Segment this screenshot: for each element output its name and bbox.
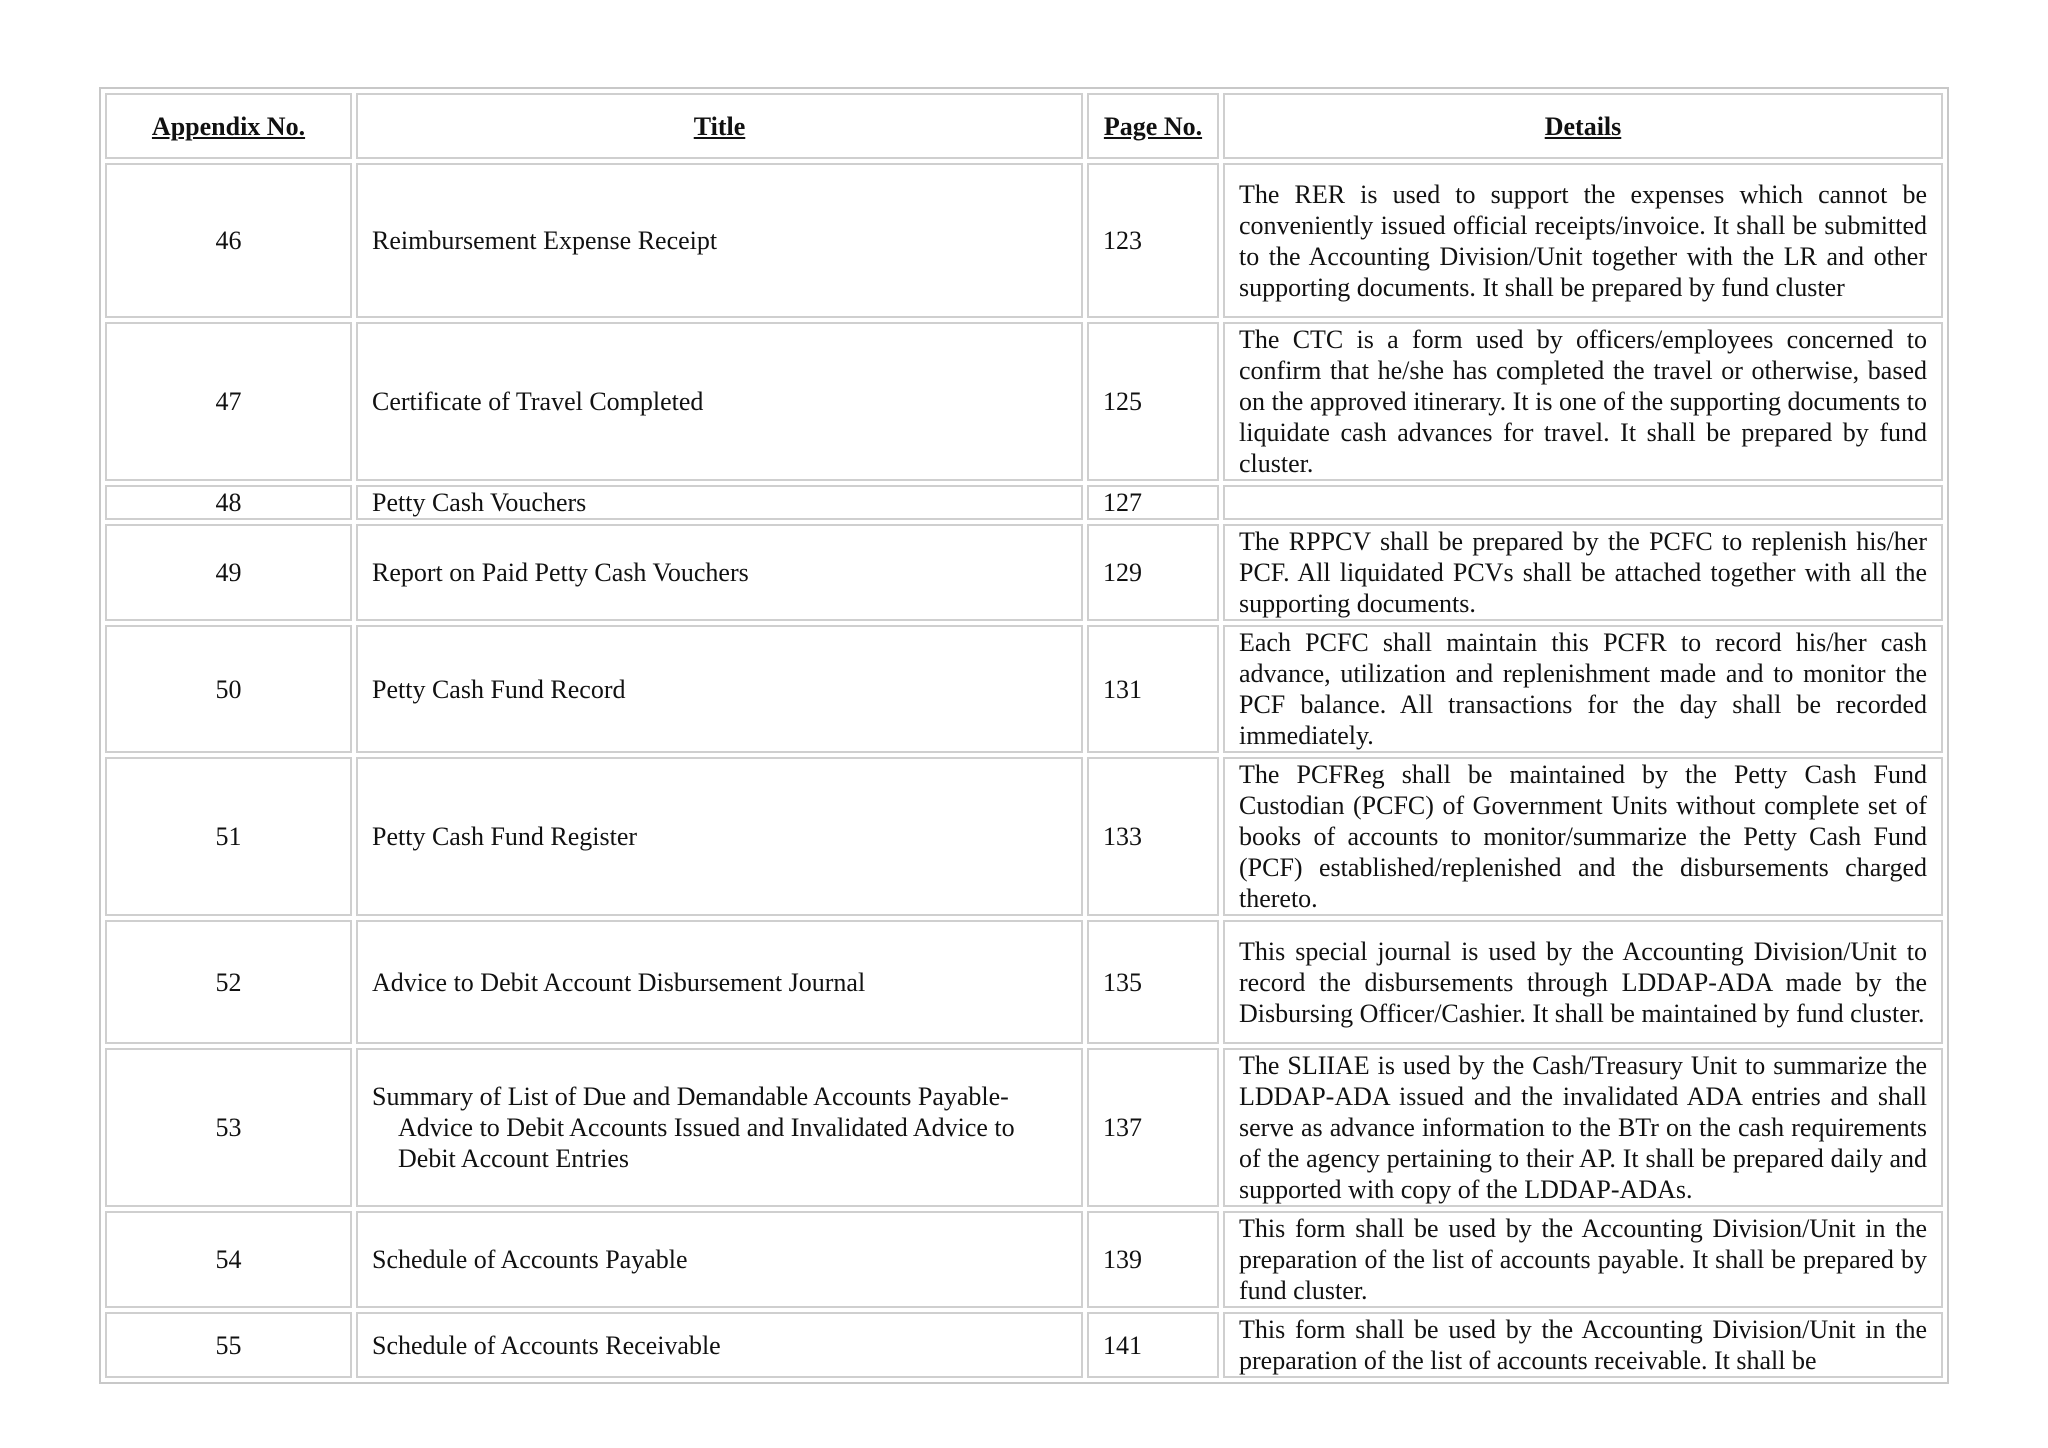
title-cell: Schedule of Accounts Payable <box>356 1211 1083 1308</box>
page-no-cell: 123 <box>1087 163 1219 318</box>
title-text: Summary of List of Due and Demandable Accounts Payable-Advice to Debit Accounts Issued and Invalidated Advice to Debit Account Entries <box>372 1082 1015 1173</box>
page-no-cell: 139 <box>1087 1211 1219 1308</box>
title-cell: Petty Cash Vouchers <box>356 485 1083 520</box>
title-cell: Petty Cash Fund Register <box>356 757 1083 916</box>
details-cell: The RER is used to support the expenses which cannot be conveniently issued official receipts/invoice. It shall be submitted to the Accounting Division/Unit together with the LR and other supporting documents. It shall be prepared by fund cluster <box>1223 163 1943 318</box>
page-no-cell: 133 <box>1087 757 1219 916</box>
header-page-no: Page No. <box>1087 93 1219 159</box>
page-no-cell: 127 <box>1087 485 1219 520</box>
title-cell: Reimbursement Expense Receipt <box>356 163 1083 318</box>
page-no-cell: 135 <box>1087 920 1219 1044</box>
table-row <box>105 322 1943 481</box>
table-row <box>105 163 1943 318</box>
appendix-no-cell: 54 <box>105 1211 352 1308</box>
page-no-cell: 125 <box>1087 322 1219 481</box>
details-cell: The PCFReg shall be maintained by the Petty Cash Fund Custodian (PCFC) of Government Units without complete set of books of accounts to monitor/summarize the Petty Cash Fund (PCF) established/replenished and the disbursements charged thereto. <box>1223 757 1943 916</box>
table-row <box>105 1211 1943 1308</box>
table-row <box>105 524 1943 621</box>
details-cell: The CTC is a form used by officers/employees concerned to confirm that he/she has completed the travel or otherwise, based on the approved itinerary. It is one of the supporting documents to liquidate cash advances for travel. It shall be prepared by fund cluster. <box>1223 322 1943 481</box>
page-no-cell: 137 <box>1087 1048 1219 1207</box>
appendix-no-cell: 50 <box>105 625 352 753</box>
header-details: Details <box>1223 93 1943 159</box>
appendix-no-cell: 46 <box>105 163 352 318</box>
details-cell <box>1223 485 1943 520</box>
page-no-cell: 131 <box>1087 625 1219 753</box>
page-no-cell: 141 <box>1087 1312 1219 1378</box>
appendix-no-cell: 52 <box>105 920 352 1044</box>
details-cell: This form shall be used by the Accounting Division/Unit in the preparation of the list of accounts receivable. It shall be <box>1223 1312 1943 1378</box>
table-row <box>105 920 1943 1044</box>
appendix-no-cell: 51 <box>105 757 352 916</box>
appendix-no-cell: 53 <box>105 1048 352 1207</box>
title-cell: Schedule of Accounts Receivable <box>356 1312 1083 1378</box>
table-row <box>105 625 1943 753</box>
appendix-no-cell: 47 <box>105 322 352 481</box>
table-row <box>105 1312 1943 1378</box>
header-title: Title <box>356 93 1083 159</box>
appendix-no-cell: 48 <box>105 485 352 520</box>
table-row <box>105 1048 1943 1207</box>
title-cell: Report on Paid Petty Cash Vouchers <box>356 524 1083 621</box>
details-cell: This form shall be used by the Accounting Division/Unit in the preparation of the list of accounts payable. It shall be prepared by fund cluster. <box>1223 1211 1943 1308</box>
details-cell: This special journal is used by the Accounting Division/Unit to record the disbursements through LDDAP-ADA made by the Disbursing Officer/Cashier. It shall be maintained by fund cluster. <box>1223 920 1943 1044</box>
details-cell: Each PCFC shall maintain this PCFR to record his/her cash advance, utilization and replenishment made and to monitor the PCF balance. All transactions for the day shall be recorded immediately. <box>1223 625 1943 753</box>
appendix-table <box>99 87 1949 1384</box>
details-cell: The RPPCV shall be prepared by the PCFC to replenish his/her PCF. All liquidated PCVs shall be attached together with all the supporting documents. <box>1223 524 1943 621</box>
table-row <box>105 485 1943 520</box>
table-row <box>105 757 1943 916</box>
title-cell <box>356 1048 1083 1207</box>
header-appendix-no: Appendix No. <box>105 93 352 159</box>
title-cell: Petty Cash Fund Record <box>356 625 1083 753</box>
title-cell: Advice to Debit Account Disbursement Journal <box>356 920 1083 1044</box>
page-no-cell: 129 <box>1087 524 1219 621</box>
details-cell: The SLIIAE is used by the Cash/Treasury Unit to summarize the LDDAP-ADA issued and the invalidated ADA entries and shall serve as advance information to the BTr on the cash requirements of the agency pertaining to their AP. It shall be prepared daily and supported with copy of the LDDAP-ADAs. <box>1223 1048 1943 1207</box>
header-row <box>105 93 1943 159</box>
appendix-no-cell: 49 <box>105 524 352 621</box>
title-cell: Certificate of Travel Completed <box>356 322 1083 481</box>
appendix-no-cell: 55 <box>105 1312 352 1378</box>
